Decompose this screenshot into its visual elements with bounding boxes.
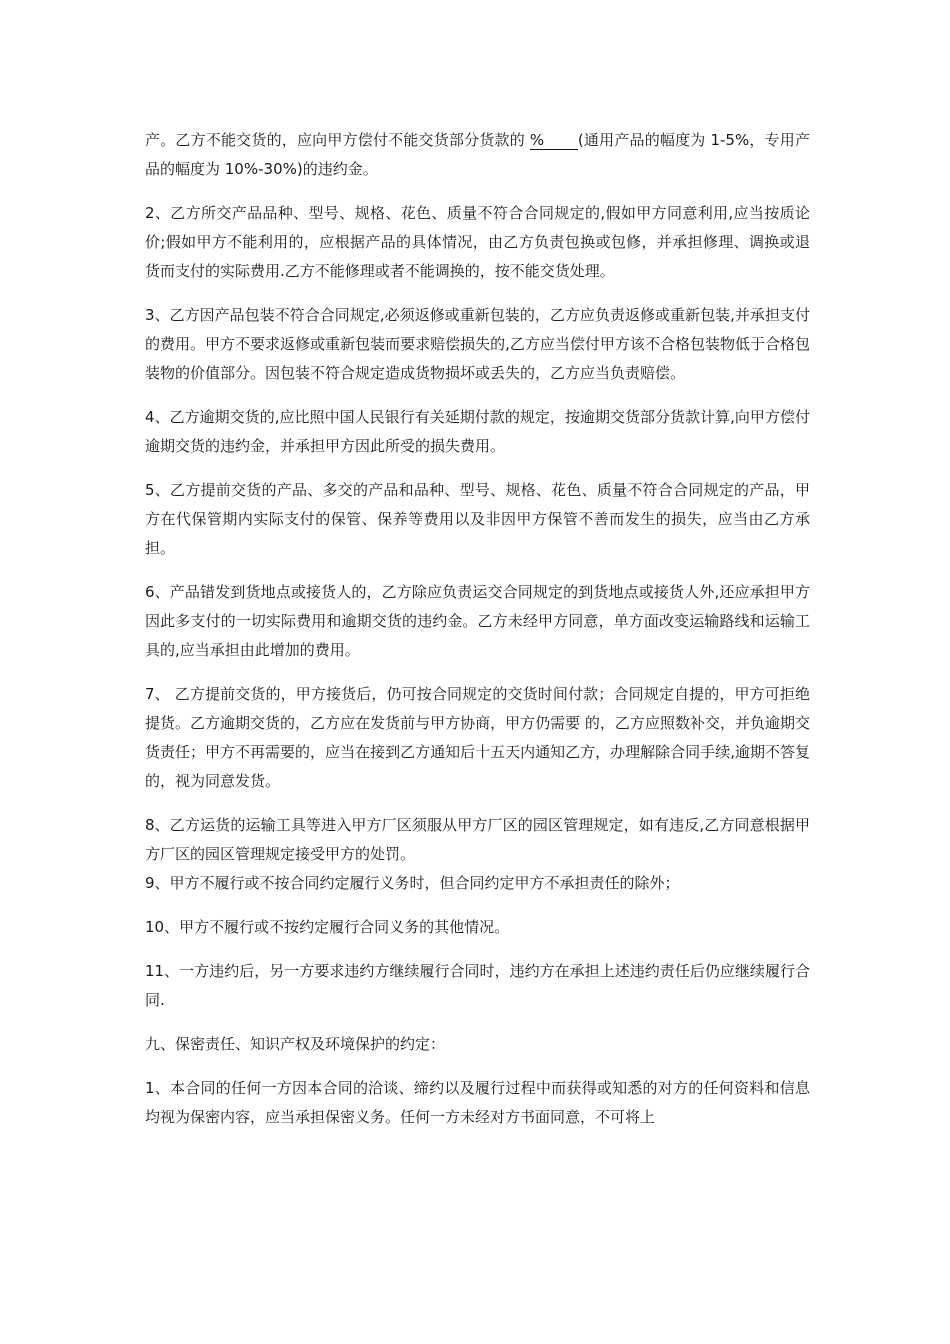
paragraph-text-after-blank: (通用产品的幅度为 1-5%，专用产品的幅度为 10%-30%)的违约金。 <box>145 131 810 178</box>
contract-text <box>145 126 810 1147</box>
clause-9-buyer-obligations: 9、甲方不履行或不按合同约定履行义务时，但合同约定甲方不承担责任的除外； <box>145 874 680 892</box>
percent-blank-field: % <box>530 131 578 150</box>
clause-5-early-delivery: 5、乙方提前交货的产品、多交的产品和品种、型号、规格、花色、质量不符合合同规定的产品，甲方在代保管期内实际支付的保管、保养等费用以及非因甲方保管不善而发生的损失，应当由乙方承担。 <box>145 481 810 557</box>
clause-3-packaging: 3、乙方因产品包装不符合合同规定,必须返修或重新包装的，乙方应负责返修或重新包装,并承担支付的费用。甲方不要求返修或重新包装而要求赔偿损失的,乙方应当偿付甲方该不合格包装物低于合格包装物的价值部分。因包装不符合规定造成货物损坏或丢失的，乙方应当负责赔偿。 <box>145 306 810 382</box>
clause-2-quality: 2、乙方所交产品品种、型号、规格、花色、质量不符合合同规定的,假如甲方同意利用,应当按质论价;假如甲方不能利用的，应根据产品的具体情况，由乙方负责包换或包修，并承担修理、调换或退货而支付的实际费用.乙方不能修理或者不能调换的，按不能交货处理。 <box>145 204 810 280</box>
paragraph-penalty-intro <box>145 126 810 184</box>
clause-7-delivery-timing: 7、 乙方提前交货的，甲方接货后，仍可按合同规定的交货时间付款；合同规定自提的，甲方可拒绝提货。乙方逾期交货的，乙方应在发货前与甲方协商，甲方仍需要 的，乙方应照数补交，并负逾期交货责任；甲方不再需要的，应当在接到乙方通知后十五天内通知乙方，办理解除合同手续,逾期不答复的，视为同意发货。 <box>145 685 810 790</box>
clause-10-other-cases: 10、甲方不履行或不按约定履行合同义务的其他情况。 <box>145 918 510 936</box>
clause-4-late-delivery: 4、乙方逾期交货的,应比照中国人民银行有关延期付款的规定，按逾期交货部分货款计算,向甲方偿付逾期交货的违约金，并承担甲方因此所受的损失费用。 <box>145 408 810 455</box>
section-9-clause-1-confidentiality: 1、本合同的任何一方因本合同的洽谈、缔约以及履行过程中而获得或知悉的对方的任何资料和信息均视为保密内容，应当承担保密义务。任何一方未经对方书面同意，不可将上 <box>145 1079 810 1126</box>
paragraph-text-before-blank: 产。乙方不能交货的，应向甲方偿付不能交货部分货款的 <box>145 131 530 149</box>
clause-11-continued-performance: 11、一方违约后，另一方要求违约方继续履行合同时，违约方在承担上述违约责任后仍应继续履行合同. <box>145 962 810 1009</box>
clause-8-site-rules: 8、乙方运货的运输工具等进入甲方厂区须服从甲方厂区的园区管理规定，如有违反,乙方同意根据甲方厂区的园区管理规定接受甲方的处罚。 <box>145 816 810 863</box>
section-9-heading: 九、保密责任、知识产权及环境保护的约定： <box>145 1035 446 1053</box>
clause-6-wrong-destination: 6、产品错发到货地点或接货人的，乙方除应负责运交合同规定的到货地点或接货人外,还应承担甲方因此多支付的一切实际费用和逾期交货的违约金。乙方未经甲方同意，单方面改变运输路线和运输工具的,应当承担由此增加的费用。 <box>145 583 810 659</box>
